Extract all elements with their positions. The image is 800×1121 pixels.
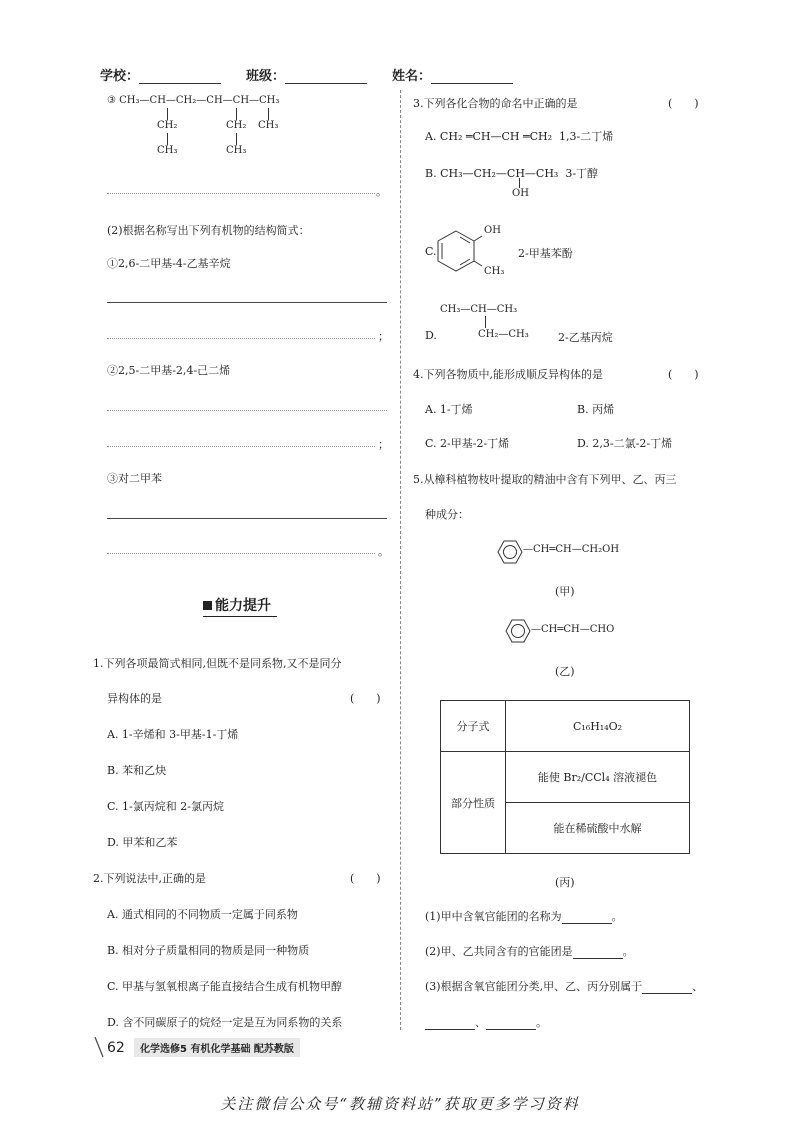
q2-option-d[interactable]: D. 含不同碳原子的烷烃一定是互为同系物的关系 xyxy=(107,1016,343,1029)
bond xyxy=(268,108,269,120)
footer-slash-icon xyxy=(93,1036,105,1058)
class-blank[interactable] xyxy=(285,69,367,84)
section-header: 能力提升 xyxy=(203,595,277,617)
q3-sub: CH₃ xyxy=(226,145,247,156)
q5-sub2: (2)甲、乙共同含有的官能团是 。 xyxy=(425,945,634,958)
rq3-stem: 3.下列各化合物的命名中正确的是 xyxy=(413,97,578,110)
q5-sub3-cont: 、 。 xyxy=(425,1014,547,1030)
answer-paren[interactable]: ( ) xyxy=(668,368,699,381)
q4-option-d[interactable]: D. 2,3-二氯-2-丁烯 xyxy=(577,437,673,450)
q1-stem-2: 异构体的是 xyxy=(107,692,162,705)
answer-line[interactable] xyxy=(107,518,387,519)
answer-blank[interactable] xyxy=(562,909,612,924)
q1-stem: 1.下列各项最简式相同,但既不是同系物,又不是同分 xyxy=(93,657,342,670)
school-label: 学校： xyxy=(100,65,221,84)
table-cell: 部分性质 xyxy=(441,752,506,854)
jia-label: (甲) xyxy=(555,585,575,598)
bond xyxy=(167,133,168,145)
q3-sub: CH₃ xyxy=(157,145,178,156)
jia-formula: —CH═CH—CH₂OH xyxy=(523,544,620,555)
school-blank[interactable] xyxy=(139,69,221,84)
q2-option-a[interactable]: A. 通式相同的不同物质一定属于同系物 xyxy=(107,908,298,921)
rq3-option-d[interactable]: D. xyxy=(425,329,437,342)
bing-label: (丙) xyxy=(555,876,575,889)
answer-blank[interactable] xyxy=(573,944,623,959)
rq3-option-a[interactable]: A. CH₂ ═CH—CH ═CH₂ 1,3-二丁烯 xyxy=(425,130,614,143)
answer-line[interactable] xyxy=(107,338,375,339)
answer-line[interactable] xyxy=(107,410,387,411)
properties-table xyxy=(440,700,690,854)
q4-stem: 4.下列各物质中,能形成顺反异构体的是 xyxy=(413,368,603,381)
answer-paren[interactable]: ( ) xyxy=(350,692,381,705)
q3-sub: CH₂ xyxy=(157,120,178,131)
yi-label: (乙) xyxy=(555,665,575,678)
punct: 。 xyxy=(378,545,389,558)
punct: ； xyxy=(378,438,389,451)
q5-stem-2: 种成分： xyxy=(425,508,469,521)
table-cell: C₁₆H₁₄O₂ xyxy=(506,701,690,752)
table-cell: 能在稀硫酸中水解 xyxy=(506,803,690,854)
rq3-c-name: 2-甲基苯酚 xyxy=(518,247,573,260)
answer-blank[interactable] xyxy=(642,979,692,994)
q1-option-b[interactable]: B. 苯和乙炔 xyxy=(107,764,167,777)
punct: ； xyxy=(378,330,389,343)
name-label: 姓名： xyxy=(392,65,513,84)
q2-option-c[interactable]: C. 甲基与氢氧根离子能直接结合生成有机物甲醇 xyxy=(107,980,343,993)
rq3-d-top: CH₃—CH—CH₃ xyxy=(440,304,518,315)
part2-title: (2)根据名称写出下列有机物的结构简式： xyxy=(107,224,310,237)
q1-option-c[interactable]: C. 1-氯丙烷和 2-氯丙烷 xyxy=(107,800,224,813)
q4-option-b[interactable]: B. 丙烯 xyxy=(577,403,615,416)
book-title: 化学选修5 有机化学基础 配苏教版 xyxy=(134,1038,300,1057)
yi-formula: —CH═CH—CHO xyxy=(531,624,615,635)
bond xyxy=(519,178,520,188)
q1-option-a[interactable]: A. 1-辛烯和 3-甲基-1-丁烯 xyxy=(107,728,239,741)
q4-option-a[interactable]: A. 1-丁烯 xyxy=(425,403,473,416)
bond xyxy=(167,108,168,120)
p2-item-2: ②2,5-二甲基-2,4-己二烯 xyxy=(107,364,231,377)
oh-sub: OH xyxy=(512,188,529,199)
q5-stem: 5.从樟科植物枝叶提取的精油中含有下列甲、乙、丙三 xyxy=(413,473,677,486)
rq3-option-c[interactable]: C. xyxy=(425,245,437,258)
column-divider xyxy=(400,90,401,1030)
answer-blank[interactable] xyxy=(486,1015,536,1030)
q4-option-c[interactable]: C. 2-甲基-2-丁烯 xyxy=(425,437,510,450)
benzene-ring-icon xyxy=(500,617,534,645)
page-number: 62 xyxy=(107,1040,125,1056)
rq3-option-b[interactable]: B. CH₃—CH₂—CH—CH₃ 3-丁醇 xyxy=(425,167,599,180)
q3-structure-main: ③ CH₃—CH—CH₂—CH—CH—CH₃ xyxy=(107,95,280,106)
answer-blank[interactable] xyxy=(425,1015,475,1030)
oh-group: OH xyxy=(484,225,501,236)
p2-item-1: ①2,6-二甲基-4-乙基辛烷 xyxy=(107,257,231,270)
q5-sub3: (3)根据含氧官能团分类,甲、乙、丙分别属于 、 xyxy=(425,980,704,993)
answer-paren[interactable]: ( ) xyxy=(350,872,381,885)
q1-option-d[interactable]: D. 甲苯和乙苯 xyxy=(107,836,178,849)
answer-line[interactable] xyxy=(107,193,375,194)
answer-line[interactable] xyxy=(107,446,375,447)
q2-option-b[interactable]: B. 相对分子质量相同的物质是同一种物质 xyxy=(107,944,310,957)
table-cell: 分子式 xyxy=(441,701,506,752)
benzene-ring-icon xyxy=(492,538,526,566)
answer-line[interactable] xyxy=(107,302,387,303)
section-square-icon xyxy=(203,601,212,610)
punct: 。 xyxy=(376,185,387,198)
class-label: 班级： xyxy=(246,65,367,84)
rq3-d-bottom: CH₂—CH₃ xyxy=(478,329,529,340)
bond xyxy=(485,316,486,328)
bond xyxy=(236,133,237,145)
ch3-group: CH₃ xyxy=(484,266,505,277)
answer-line[interactable] xyxy=(107,553,375,554)
q3-sub: CH₃ xyxy=(258,120,279,131)
q3-sub: CH₂ xyxy=(226,120,247,131)
rq3-d-name: 2-乙基丙烷 xyxy=(558,331,613,344)
p2-item-3: ③对二甲苯 xyxy=(107,472,162,485)
table-cell: 能使 Br₂/CCl₄ 溶液褪色 xyxy=(506,752,690,803)
answer-paren[interactable]: ( ) xyxy=(668,97,699,110)
q2-stem: 2.下列说法中,正确的是 xyxy=(93,872,206,885)
q5-sub1: (1)甲中含氧官能团的名称为 。 xyxy=(425,910,623,923)
watermark-text: 关注微信公众号“教辅资料站”获取更多学习资料 xyxy=(220,1095,580,1113)
bond xyxy=(236,108,237,120)
name-blank[interactable] xyxy=(431,69,513,84)
